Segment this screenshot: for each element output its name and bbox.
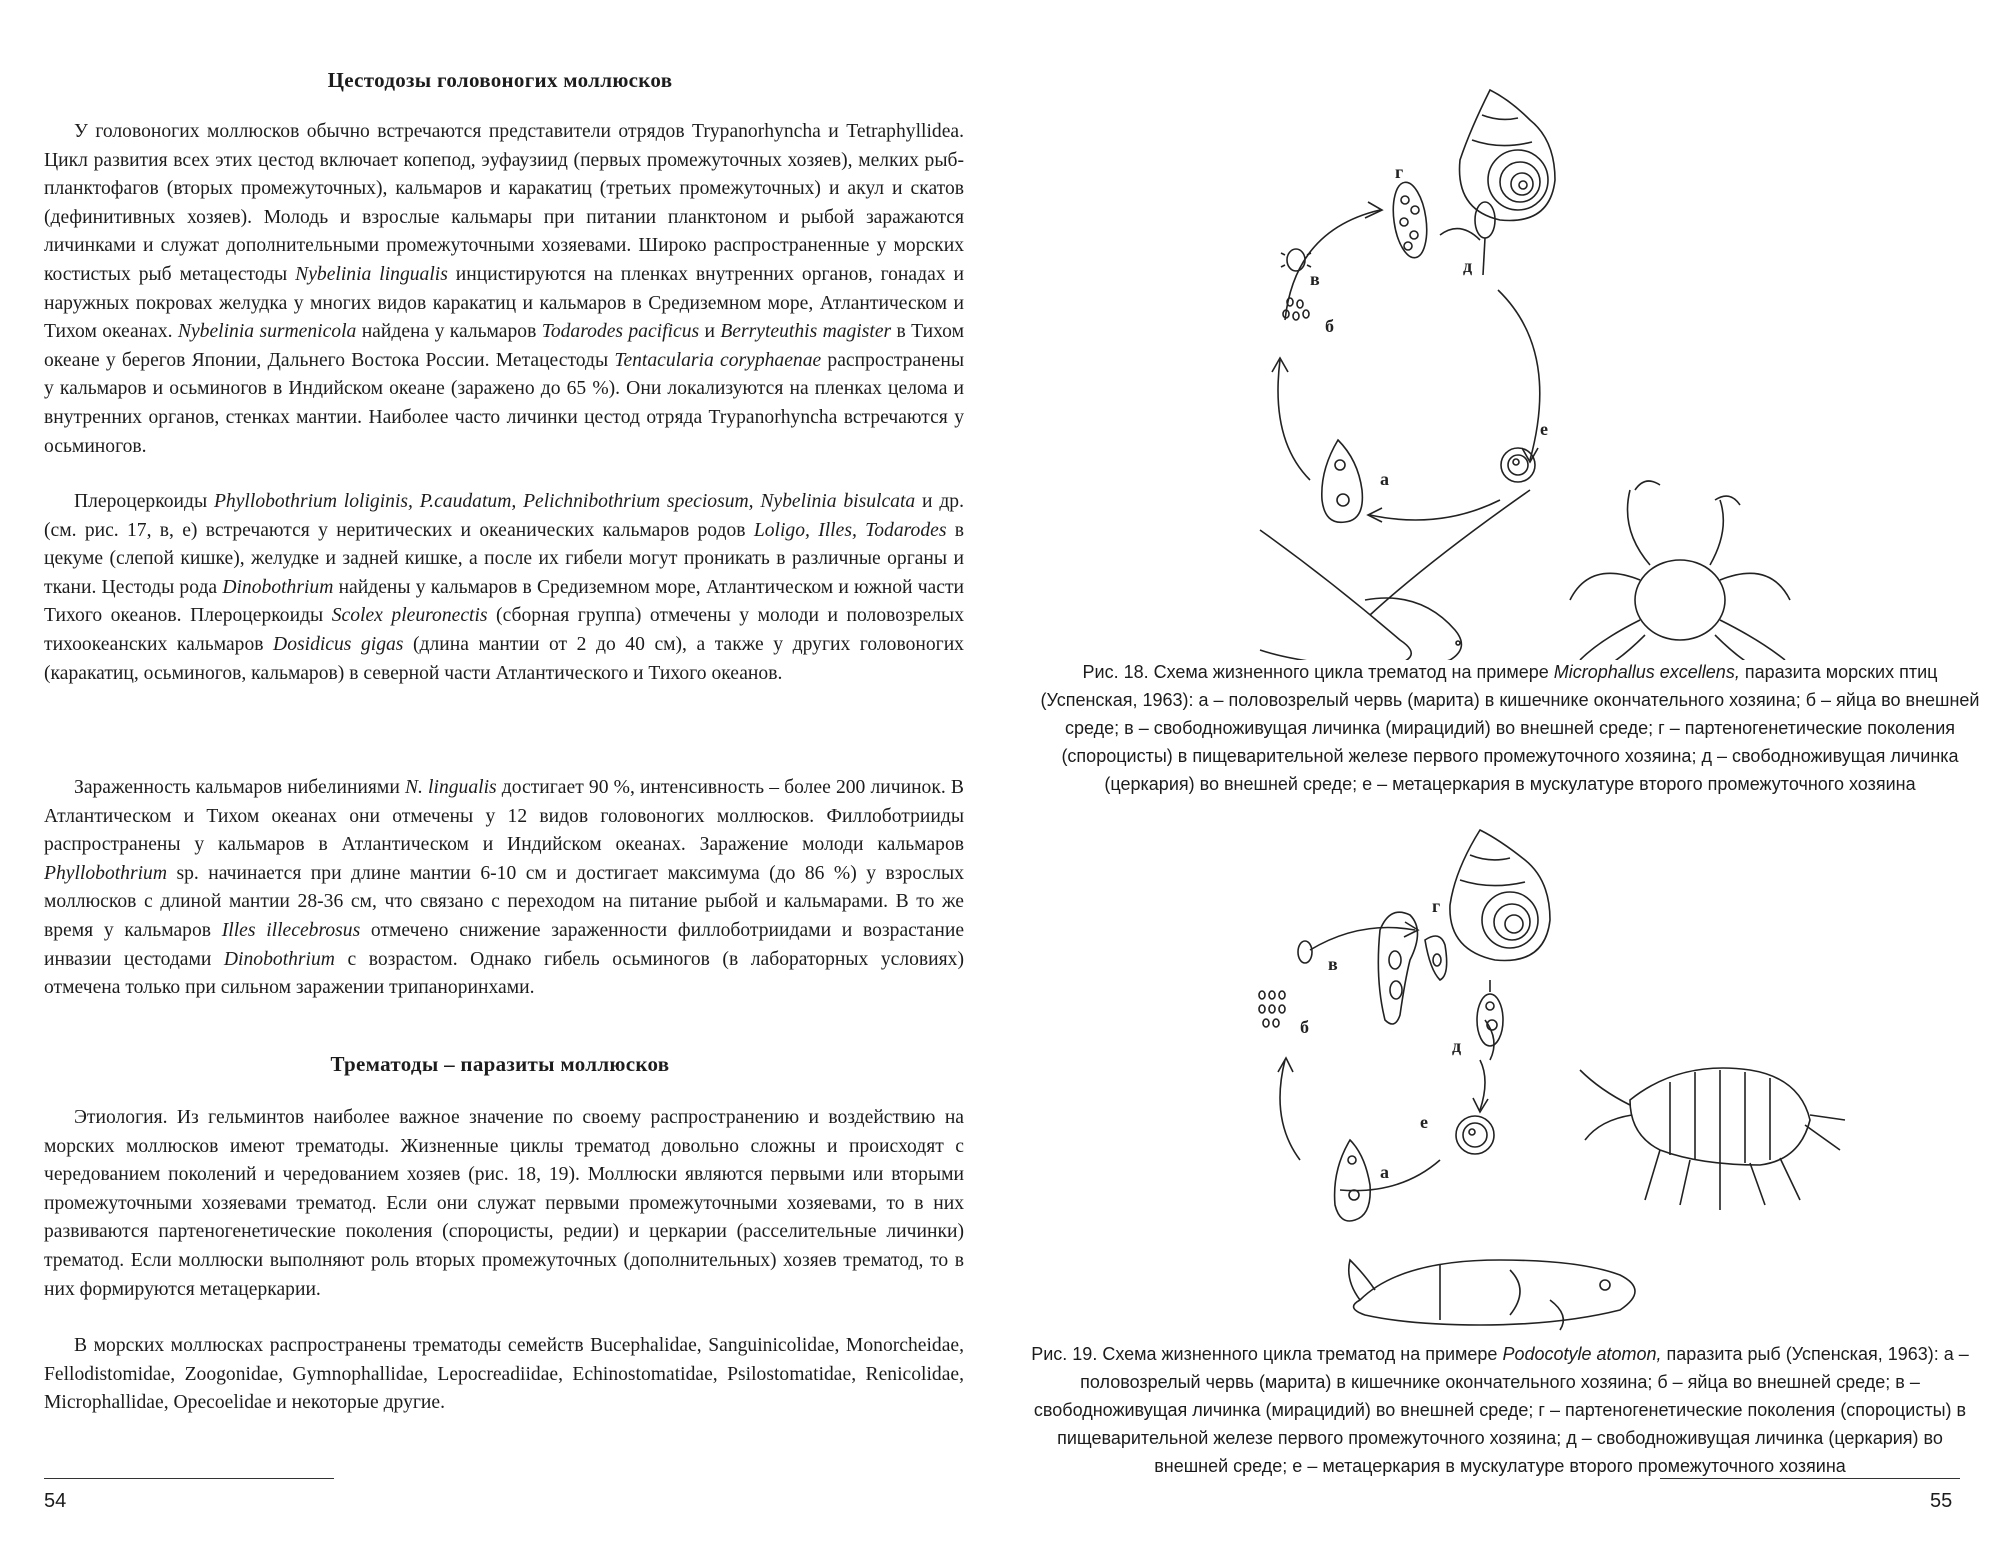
text-run: (длина мантии от 2 до 40 см), а также у других головоногих (каракатиц, осьминогов, кальмаров) в северной части Атлантического и Тихого океанов. — [44, 633, 964, 684]
cycle-arc-b-to-v — [1285, 210, 1380, 320]
paragraph-2-runs — [44, 491, 964, 684]
paragraph-3-runs — [44, 777, 964, 998]
latin-taxon-name: Phyllobothrium — [44, 862, 167, 884]
text-run: достигает 90 %, интенсивность – более 200 личинок. В Атлантическом и Тихом океанах они отмечены у 12 видов головоногих моллюсков. Филлоботрииды распространены у кальмаров в Атлантическом и Индийском океанах. Заражение молоди кальмаров — [44, 777, 964, 856]
text-run: (сборная группа) отмечены у молоди и половозрелых тихоокеанских кальмаров — [44, 605, 964, 655]
adult-worm-drawing — [1322, 440, 1363, 522]
label-g-2: г — [1432, 896, 1441, 916]
metacercaria-drawing-2 — [1456, 1116, 1494, 1154]
footer-rule-left — [44, 1478, 334, 1479]
text-run: Плероцеркоиды — [74, 491, 214, 512]
cycle-arc-e-to-a — [1370, 500, 1500, 520]
text-run: и др. (см. рис. 17, в, е) встречаются у неритических и океанических кальмаров родов — [44, 491, 964, 541]
latin-taxon-name: Loligo, Illes, Todarodes — [753, 519, 947, 541]
cycle-arc-d-to-e — [1480, 1060, 1485, 1110]
fish-drawing — [1349, 1260, 1635, 1330]
latin-taxon-name: Todarodes pacificus — [541, 321, 700, 343]
paragraph-3 — [44, 774, 964, 1003]
fig18-caption-rest: паразита морских птиц (Успенская, 1963): а – половозрелый червь (марита) в кишечнике окончательного хозяина; б – яйца во внешней среде; в – свободноживущая личинка (мирацидий) во внешней среде; г – партеногенетические поколения (спороцисты) в пищеварительной железе первого промежуточного хозяина; д – свободноживущая личинка (церкария) во внешней среде; е – метацеркария в мускулатуре второго промежуточного хозяина — [1040, 662, 1980, 794]
cycle-arc-a-to-b — [1280, 1060, 1300, 1160]
latin-taxon-name: N. lingualis — [404, 777, 497, 798]
paragraph-5-text: В морских моллюсках распространены трематоды семейств Bucephalidae, Sanguinicolidae, Monorcheidae, Fellodistomidae, Zoogonidae, Gymnophallidae, Lepocreadiidae, Echinostomatidae, Psilostomatidae, Renicolidae, Microphallidae, Opecoelidae и некоторые другие. — [44, 1335, 964, 1414]
text-run: sp. начинается при длине мантии 6-10 см и достигает максимума (до 86 %) у взрослых моллюсков с длиной мантии 28-36 см, что связано с переходом на питание рыбой и кальмарами. В то же время у кальмаров — [44, 862, 964, 941]
label-d-2: д — [1452, 1036, 1462, 1056]
text-run: У головоногих моллюсков обычно встречаются представители отрядов Trypanorhyncha и Tetraphyllidea. Цикл развития всех этих цестод включает копепод, эуфаузиид (первых промежуточных хозяев), мелких рыб-планктофагов (вторых промежуточных), кальмаров и каракатиц (третьих промежуточных) и акул и скатов (дефинитивных хозяев). Молодь и взрослые кальмары при питании планктоном и рыбой заражаются личинками и служат дополнительными промежуточными хозяевами. Широко распространенные у морских костистых рыб метацестоды — [44, 121, 964, 285]
cycle-arc-d-to-e — [1498, 290, 1540, 460]
text-run: инцистируются на пленках внутренних органов, гонадах и наружных покровах желудка у многих видов каракатиц и кальмаров в Средиземном море, Атлантическом и Тихом океанах. — [44, 263, 964, 343]
latin-taxon-name: Dinobothrium — [222, 576, 334, 598]
latin-taxon-name: Illes illecebrosus — [221, 919, 361, 941]
amphipod-drawing — [1580, 1068, 1845, 1210]
text-run: и — [699, 321, 721, 343]
figure-18-caption — [1040, 658, 1980, 798]
label-a-2: а — [1380, 1162, 1389, 1182]
cercaria-drawing-2 — [1477, 980, 1503, 1046]
page-number-right: 55 — [1930, 1490, 1953, 1512]
footer-rule-right — [1660, 1478, 1960, 1479]
latin-taxon-name: Dosidicus gigas — [273, 633, 404, 655]
figure-19-diagram — [1200, 820, 2000, 1350]
text-run: Зараженность кальмаров нибелиниями — [74, 777, 405, 798]
miracidium-drawing-2 — [1298, 941, 1312, 963]
text-run: в цекуме (слепой кишке), желудке и задней кишке, а после их гибели могут проникать в различные органы и ткани. Цестоды рода — [44, 519, 964, 598]
cycle-arc-a-to-b — [1278, 360, 1310, 480]
text-run: распространены у кальмаров и осьминогов в Индийском океане (заражено до 65 %). Они локализуются на пленках целома и внутренних органов, стенках мантии. Наиболее часто личинки цестод отряда Trypanorhyncha встречаются у осьминогов. — [44, 349, 965, 457]
fig19-caption-species: Podocotyle atomon, — [1502, 1344, 1662, 1364]
page-number-left: 54 — [44, 1490, 67, 1512]
label-a: а — [1380, 469, 1389, 489]
crab-drawing — [1570, 481, 1790, 660]
latin-taxon-name: Dinobothrium — [223, 948, 335, 970]
label-g: г — [1395, 162, 1404, 182]
paragraph-4-text: Этиология. Из гельминтов наиболее важное значение по своему распространению и воздействию на морских моллюсков имеют трематоды. Жизненные циклы трематод довольно сложны и происходят с чередованием поколений и чередованием хозяев (рис. 18, 19). Моллюски являются первыми или вторыми промежуточными хозяевами трематод. Если они служат первыми промежуточными хозяевами, то в них развиваются партеногенетические поколения (спороцисты, редии) и церкарии (расселительные личинки) трематод. Если моллюски выполняют роль вторых промежуточных (дополнительных) хозяев трематод, то в них формируются метацеркарии. — [44, 1107, 964, 1300]
paragraph-1 — [44, 118, 964, 461]
metacercaria-drawing — [1501, 448, 1535, 482]
miracidium-drawing — [1281, 249, 1311, 271]
section-heading-cestodoses: Цестодозы головоногих моллюсков — [327, 68, 673, 92]
figure-19-caption — [1020, 1340, 1980, 1480]
seabird-drawing — [1260, 490, 1530, 660]
fig19-caption-prefix: Рис. 19. Схема жизненного цикла трематод на примере — [1031, 1344, 1503, 1364]
adult-worm-drawing-2 — [1335, 1140, 1371, 1221]
paragraph-1-runs — [44, 121, 964, 457]
snail-shell-drawing-2 — [1450, 830, 1550, 961]
label-e-2: е — [1420, 1112, 1428, 1132]
latin-taxon-name: Phyllobothrium loliginis, P.caudatum, Pelichnibothrium speciosum, Nybelinia bisulcata — [213, 491, 916, 512]
label-b: б — [1325, 316, 1334, 336]
paragraph-5 — [44, 1332, 964, 1418]
arrow-head-6 — [1473, 1098, 1488, 1112]
label-e: е — [1540, 419, 1548, 439]
label-v-2: в — [1328, 954, 1338, 974]
text-run: в Тихом океане у берегов Японии, Дальнего Востока России. Метацестоды — [44, 321, 964, 371]
text-run: найдена у кальмаров — [356, 321, 542, 343]
section-heading-trematodes: Трематоды – паразиты моллюсков — [330, 1052, 670, 1076]
text-run: отмечено снижение зараженности филлоботриидами и возрастание инвазии цестодами — [44, 919, 965, 970]
cycle-arc-v-to-g — [1310, 928, 1415, 951]
fig18-caption-prefix: Рис. 18. Схема жизненного цикла трематод на примере — [1082, 662, 1554, 682]
cycle-arc-g-to-d — [1440, 229, 1480, 240]
latin-taxon-name: Tentacularia coryphaenae — [614, 349, 822, 371]
cycle-arc-e-to-a — [1340, 1160, 1440, 1191]
paragraph-4 — [44, 1104, 964, 1304]
figure-18-diagram — [1200, 60, 2000, 660]
label-v: в — [1310, 269, 1320, 289]
paragraph-2 — [44, 488, 964, 688]
arrow-head-7 — [1278, 1058, 1293, 1072]
label-b-2: б — [1300, 1017, 1309, 1037]
fig19-caption-rest: паразита рыб (Успенская, 1963): а – половозрелый червь (марита) в кишечнике окончательного хозяина; б – яйца во внешней среде; в – свободноживущая личинка (мирацидий) во внешней среде; г – партеногенетические поколения (спороцисты) в пищеварительной железе первого промежуточного хозяина; д – свободноживущая личинка (церкария) во внешней среде; е – метацеркария в мускулатуре второго промежуточного хозяина — [1033, 1344, 1969, 1476]
snail-shell-drawing — [1460, 90, 1556, 221]
latin-taxon-name: Nybelinia lingualis — [295, 263, 448, 285]
eggs-drawing-2 — [1259, 991, 1285, 1027]
label-d: д — [1463, 256, 1473, 276]
sporocyst-drawing — [1389, 180, 1431, 260]
text-run: с возрастом. Однако гибель осьминогов (в лабораторных условиях) отмечена только при сильном заражении трипаноринхами. — [44, 948, 964, 999]
latin-taxon-name: Berryteuthis magister — [720, 321, 892, 343]
latin-taxon-name: Scolex pleuronectis — [331, 605, 488, 627]
text-run: найдены у кальмаров в Средиземном море, Атлантическом и южной части Тихого океанов. Плероцеркоиды — [44, 576, 964, 627]
latin-taxon-name: Nybelinia surmenicola — [177, 321, 357, 343]
fig18-caption-species: Microphallus excellens, — [1553, 662, 1740, 682]
right-page — [1000, 0, 2000, 1541]
